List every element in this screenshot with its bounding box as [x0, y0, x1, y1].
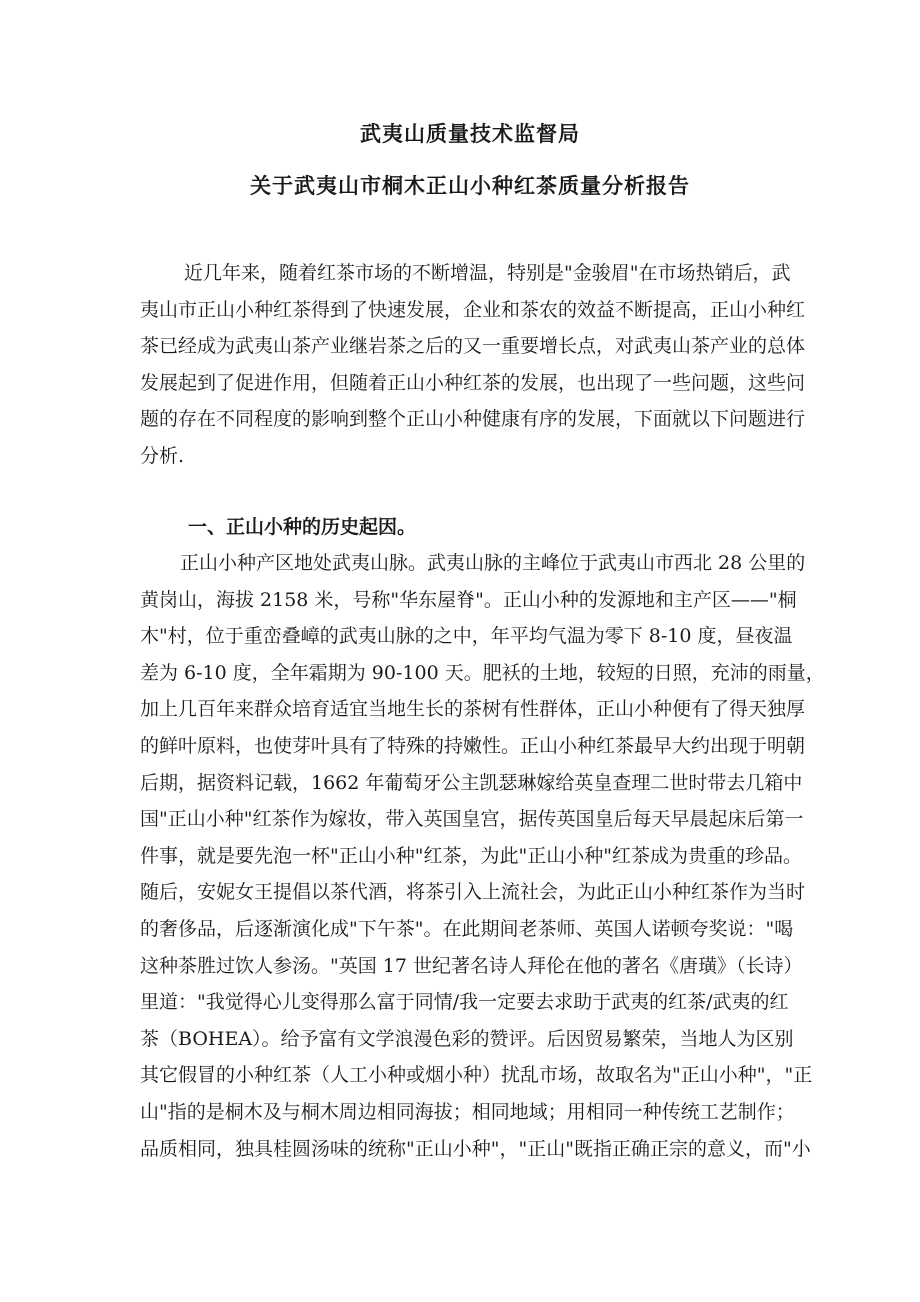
text-line: 后期，据资料记载，1662 年葡萄牙公主凯瑟琳嫁给英皇查理二世时带去几箱中	[140, 771, 803, 794]
document-title-subject: 关于武夷山市桐木正山小种红茶质量分析报告	[250, 173, 690, 198]
text-line: 这种茶胜过饮人参汤。"英国 17 世纪著名诗人拜伦在他的著名《唐璜》（长诗）	[140, 954, 803, 977]
text-line: 差为 6-10 度，全年霜期为 90-100 天。肥袄的土地，较短的日照，充沛的雨量，	[140, 661, 825, 684]
text-line: 随后，安妮女王提倡以茶代酒，将茶引入上流社会，为此正山小种红茶作为当时	[140, 881, 806, 904]
text-line: 其它假冒的小种红茶（人工小种或烟小种）扰乱市场，故取名为"正山小种"，"正	[140, 1064, 813, 1087]
text-line: 品质相同，独具桂圆汤味的统称"正山小种"，"正山"既指正确正宗的意义，而"小	[140, 1137, 811, 1160]
text-line: 的鲜叶原料，也使芽叶具有了特殊的持嫩性。正山小种红茶最早大约出现于明朝	[140, 735, 806, 757]
document-title-issuer: 武夷山质量技术监督局	[360, 121, 580, 146]
text-line: 山"指的是桐木及与桐木周边相同海拔；相同地域；用相同一种传统工艺制作；	[140, 1101, 795, 1123]
text-line: 件事，就是要先泡一杯"正山小种"红茶，为此"正山小种"红茶成为贵重的珍品。	[140, 844, 802, 867]
text-line: 黄岗山，海拔 2158 米，号称"华东屋脊"。正山小种的发源地和主产区——"桐	[140, 588, 797, 611]
section-heading: 一、正山小种的历史起因。	[188, 516, 417, 538]
text-line: 茶已经成为武夷山茶产业继岩茶之后的又一重要增长点，对武夷山茶产业的总体	[140, 335, 806, 358]
text-line: 题的存在不同程度的影响到整个正山小种健康有序的发展，下面就以下问题进行	[140, 408, 806, 431]
text-line: 近几年来，随着红茶市场的不断增温，特别是"金骏眉"在市场热销后，武	[184, 262, 791, 284]
text-line: 国"正山小种"红茶作为嫁妆，带入英国皇宫，据传英国皇后每天早晨起床后第一	[140, 808, 804, 831]
text-line: 发展起到了促进作用，但随着正山小种红茶的发展，也出现了一些问题，这些问	[140, 371, 806, 394]
text-line: 里道："我觉得心儿变得那么富于同情/我一定要去求助于武夷的红茶/武夷的红	[140, 991, 789, 1014]
text-line: 木"村，位于重峦叠嶂的武夷山脉的之中，年平均气温为零下 8-10 度，昼夜温	[140, 625, 793, 648]
text-line: 分析.	[140, 445, 185, 467]
text-line: 正山小种产区地处武夷山脉。武夷山脉的主峰位于武夷山市西北 28 公里的	[180, 552, 806, 574]
text-line: 的奢侈品，后逐渐演化成"下午茶"。在此期间老茶师、英国人诺顿夸奖说："喝	[140, 918, 794, 940]
text-line: 加上几百年来群众培育适宜当地生长的茶树有性群体，正山小种便有了得天独厚	[140, 698, 806, 721]
text-line: 夷山市正山小种红茶得到了快速发展，企业和茶农的效益不断提高，正山小种红	[140, 298, 806, 321]
text-line: 茶（BOHEA）。给予富有文学浪漫色彩的赞评。后因贸易繁荣，当地人为区别	[140, 1027, 794, 1050]
